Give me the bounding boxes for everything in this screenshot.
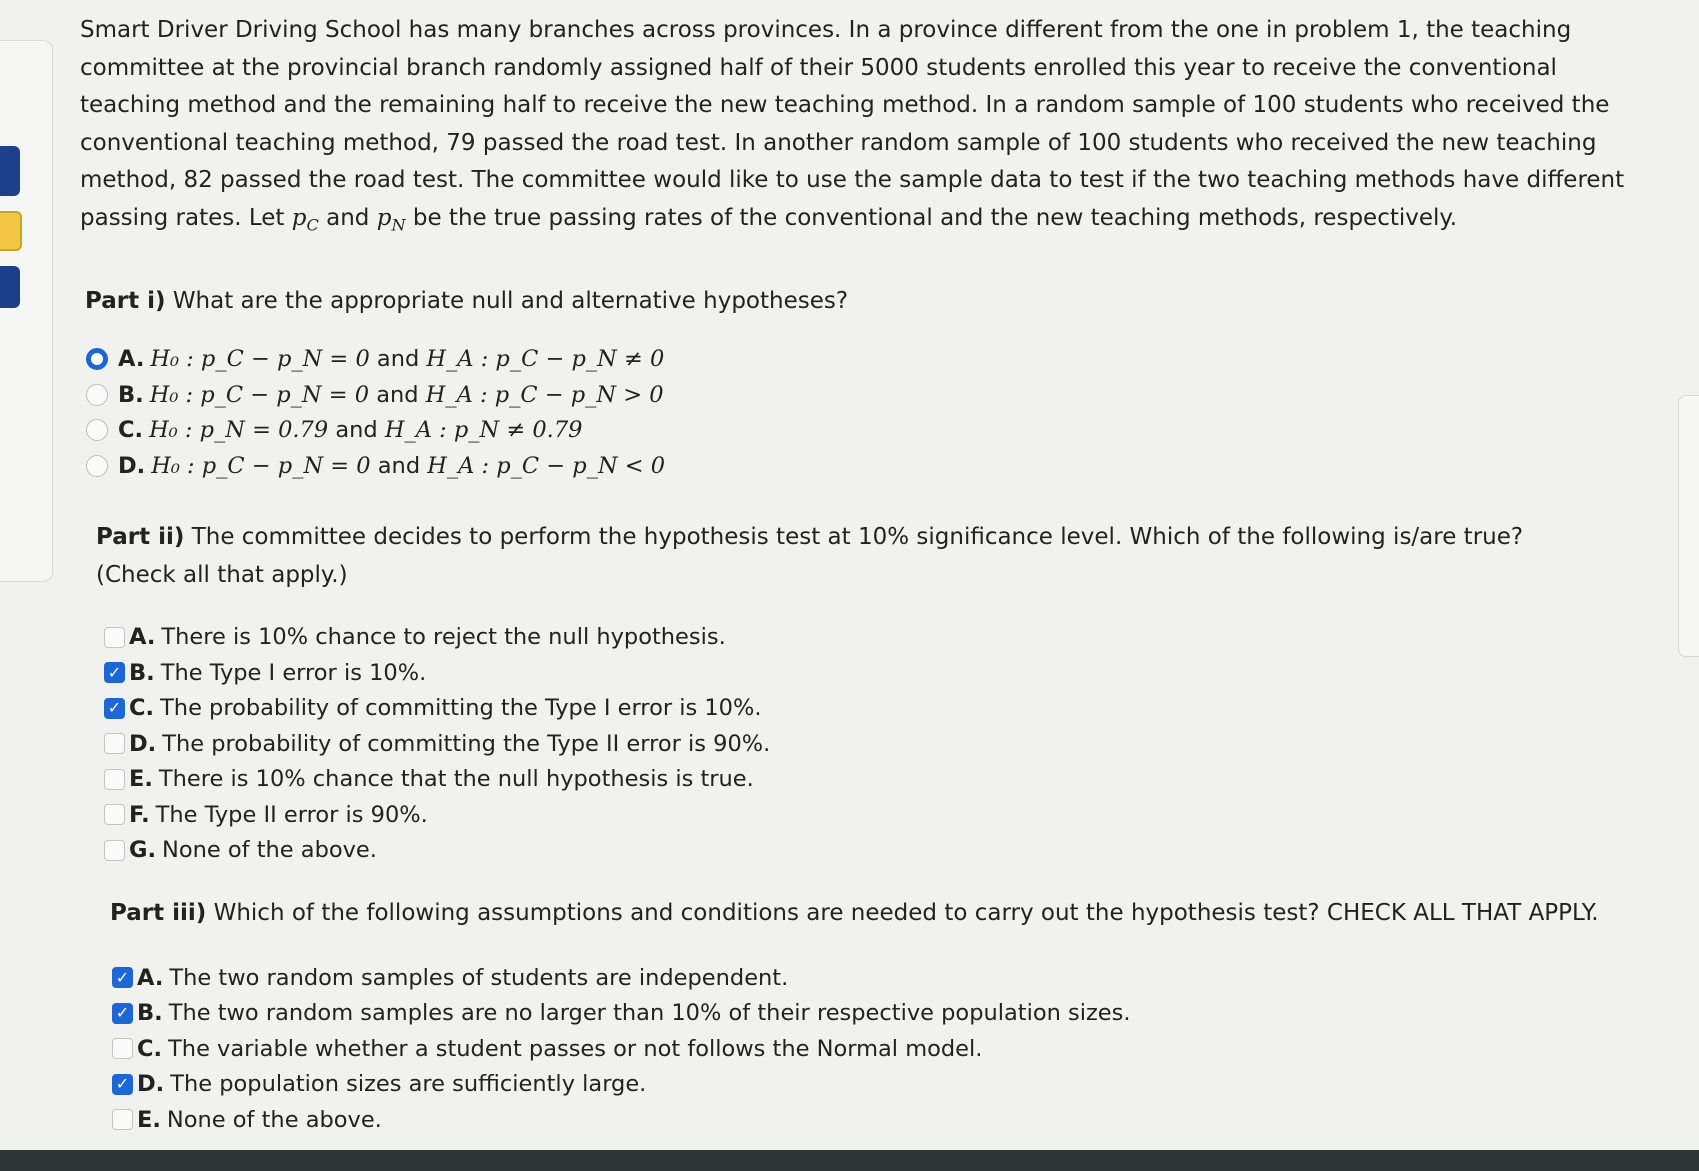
radio-button[interactable] xyxy=(86,419,108,441)
question-tab-marker-highlighted[interactable] xyxy=(0,211,22,251)
part-i-option-d[interactable] xyxy=(86,448,1650,484)
option-letter: B. xyxy=(137,1000,163,1027)
part-i-option-b[interactable] xyxy=(86,377,1650,413)
radio-button[interactable] xyxy=(86,455,108,477)
part-ii-options xyxy=(104,620,1650,869)
part-i-section xyxy=(80,282,1650,484)
part-ii-option-b[interactable] xyxy=(104,655,1650,691)
part-iii-label: Part iii) xyxy=(110,900,207,927)
checkbox-checked[interactable] xyxy=(104,698,125,719)
alt-hypothesis: H_A : p_N ≠ 0.79 xyxy=(384,417,583,444)
radio-button[interactable] xyxy=(86,384,108,406)
part-i-option-a[interactable] xyxy=(86,342,1650,378)
part-iii-title xyxy=(110,894,1650,932)
part-i-label: Part i) xyxy=(85,287,166,314)
null-hypothesis: H₀ : p_N = 0.79 xyxy=(149,417,329,444)
option-text: There is 10% chance to reject the null hypothesis. xyxy=(161,624,726,651)
checkmark-icon: ✓ xyxy=(107,662,122,682)
option-join: and xyxy=(376,381,419,408)
checkbox[interactable] xyxy=(104,769,125,790)
checkbox-checked[interactable] xyxy=(112,1074,133,1095)
checkbox-checked[interactable] xyxy=(112,967,133,988)
part-ii-question: The committee decides to perform the hypothesis test at 10% significance level. Which of the following is/are true? (Check all that apply.) xyxy=(96,523,1524,588)
var-pn xyxy=(376,204,406,235)
part-i-question: What are the appropriate null and alternative hypotheses? xyxy=(172,287,849,314)
alt-hypothesis: H_A : p_C − p_N < 0 xyxy=(427,452,666,479)
monitor-bezel xyxy=(0,1150,1699,1171)
option-join: and xyxy=(376,346,420,373)
option-letter: B. xyxy=(129,659,155,686)
checkbox[interactable] xyxy=(104,733,125,754)
var-pc xyxy=(291,204,319,235)
option-text: The two random samples of students are independent. xyxy=(169,964,789,991)
part-ii-label: Part ii) xyxy=(96,523,185,550)
part-ii-title xyxy=(96,518,1576,594)
option-letter: A. xyxy=(137,964,164,991)
part-i-title xyxy=(85,282,1650,320)
problem-statement xyxy=(80,12,1640,244)
option-text: The probability of committing the Type II error is 90%. xyxy=(162,730,771,757)
part-i-options xyxy=(86,342,1650,484)
checkbox[interactable] xyxy=(104,804,125,825)
option-letter: A. xyxy=(129,624,156,651)
part-ii-option-e[interactable] xyxy=(104,762,1650,798)
part-iii-option-d[interactable] xyxy=(112,1067,1650,1103)
var-pn-base: p xyxy=(376,204,392,231)
question-content xyxy=(80,12,1650,1138)
checkbox[interactable] xyxy=(112,1038,133,1059)
part-iii-option-e[interactable] xyxy=(112,1102,1650,1138)
option-join: and xyxy=(335,417,378,444)
alt-hypothesis: H_A : p_C − p_N ≠ 0 xyxy=(426,346,665,373)
option-letter: D. xyxy=(118,452,146,479)
option-letter: C. xyxy=(129,695,155,722)
checkbox-checked[interactable] xyxy=(112,1003,133,1024)
null-hypothesis: H₀ : p_C − p_N = 0 xyxy=(151,452,371,479)
problem-text: Smart Driver Driving School has many branches across provinces. In a province different from the one in problem 1, the teaching committee at the provincial branch randomly assigned half of their 5000 students enrolled this year to receive the conventional teaching method and the remaining half to receive the new teaching method. In a random sample of 100 students who received the conventional teaching method, 79 passed the road test. In another random sample of 100 students who received the new teaching method, 82 passed the road test. The committee would like to use the sample data to test if the two teaching methods have different passing rates. Let xyxy=(80,17,1625,231)
option-text: The Type II error is 90%. xyxy=(155,801,428,828)
part-iii-question: Which of the following assumptions and conditions are needed to carry out the hypothesis test? CHECK ALL THAT APPLY. xyxy=(213,900,1599,927)
option-letter: C. xyxy=(137,1035,163,1062)
null-hypothesis: H₀ : p_C − p_N = 0 xyxy=(150,346,370,373)
part-ii-section xyxy=(96,518,1650,869)
option-text: There is 10% chance that the null hypothesis is true. xyxy=(158,766,754,793)
option-text: The variable whether a student passes or not follows the Normal model. xyxy=(168,1035,983,1062)
option-text: The two random samples are no larger than 10% of their respective population sizes. xyxy=(168,1000,1131,1027)
part-i-option-c[interactable] xyxy=(86,413,1650,449)
var-pc-sub: C xyxy=(306,215,319,235)
problem-tail: be the true passing rates of the conventional and the new teaching methods, respectively. xyxy=(412,204,1458,231)
option-letter: D. xyxy=(129,730,157,757)
question-tab-marker[interactable] xyxy=(0,146,20,196)
part-iii-option-a[interactable] xyxy=(112,960,1650,996)
radio-button-selected[interactable] xyxy=(86,348,108,370)
option-text: The population sizes are sufficiently large. xyxy=(170,1071,647,1098)
part-iii-option-c[interactable] xyxy=(112,1031,1650,1067)
checkbox[interactable] xyxy=(104,627,125,648)
checkbox[interactable] xyxy=(104,840,125,861)
option-letter: G. xyxy=(129,837,157,864)
left-side-panel xyxy=(0,40,53,582)
option-letter: D. xyxy=(137,1071,165,1098)
checkbox-checked[interactable] xyxy=(104,662,125,683)
right-side-panel xyxy=(1678,395,1699,657)
option-join: and xyxy=(377,452,421,479)
checkbox[interactable] xyxy=(112,1109,133,1130)
part-iii-option-b[interactable] xyxy=(112,996,1650,1032)
part-iii-section xyxy=(110,894,1650,1138)
part-ii-option-d[interactable] xyxy=(104,726,1650,762)
question-tab-marker[interactable] xyxy=(0,266,20,308)
null-hypothesis: H₀ : p_C − p_N = 0 xyxy=(149,381,370,408)
option-letter: B. xyxy=(118,381,144,408)
part-ii-option-c[interactable] xyxy=(104,691,1650,727)
alt-hypothesis: H_A : p_C − p_N > 0 xyxy=(425,381,664,408)
problem-and: and xyxy=(326,204,370,231)
checkmark-icon: ✓ xyxy=(107,698,122,718)
checkmark-icon: ✓ xyxy=(115,1074,130,1094)
option-text: None of the above. xyxy=(162,837,377,864)
part-ii-option-a[interactable] xyxy=(104,620,1650,656)
part-ii-option-f[interactable] xyxy=(104,797,1650,833)
part-iii-options xyxy=(112,960,1650,1138)
var-pn-sub: N xyxy=(391,215,406,235)
option-text: None of the above. xyxy=(166,1106,382,1133)
checkmark-icon: ✓ xyxy=(115,967,130,987)
var-pc-base: p xyxy=(291,204,307,231)
option-text: The probability of committing the Type I error is 10%. xyxy=(160,695,762,722)
option-letter: A. xyxy=(118,346,145,373)
option-letter: C. xyxy=(118,417,144,444)
option-text: The Type I error is 10%. xyxy=(160,659,427,686)
option-letter: E. xyxy=(129,766,153,793)
option-letter: E. xyxy=(137,1106,161,1133)
part-ii-option-g[interactable] xyxy=(104,833,1650,869)
option-letter: F. xyxy=(129,801,150,828)
checkmark-icon: ✓ xyxy=(115,1003,130,1023)
